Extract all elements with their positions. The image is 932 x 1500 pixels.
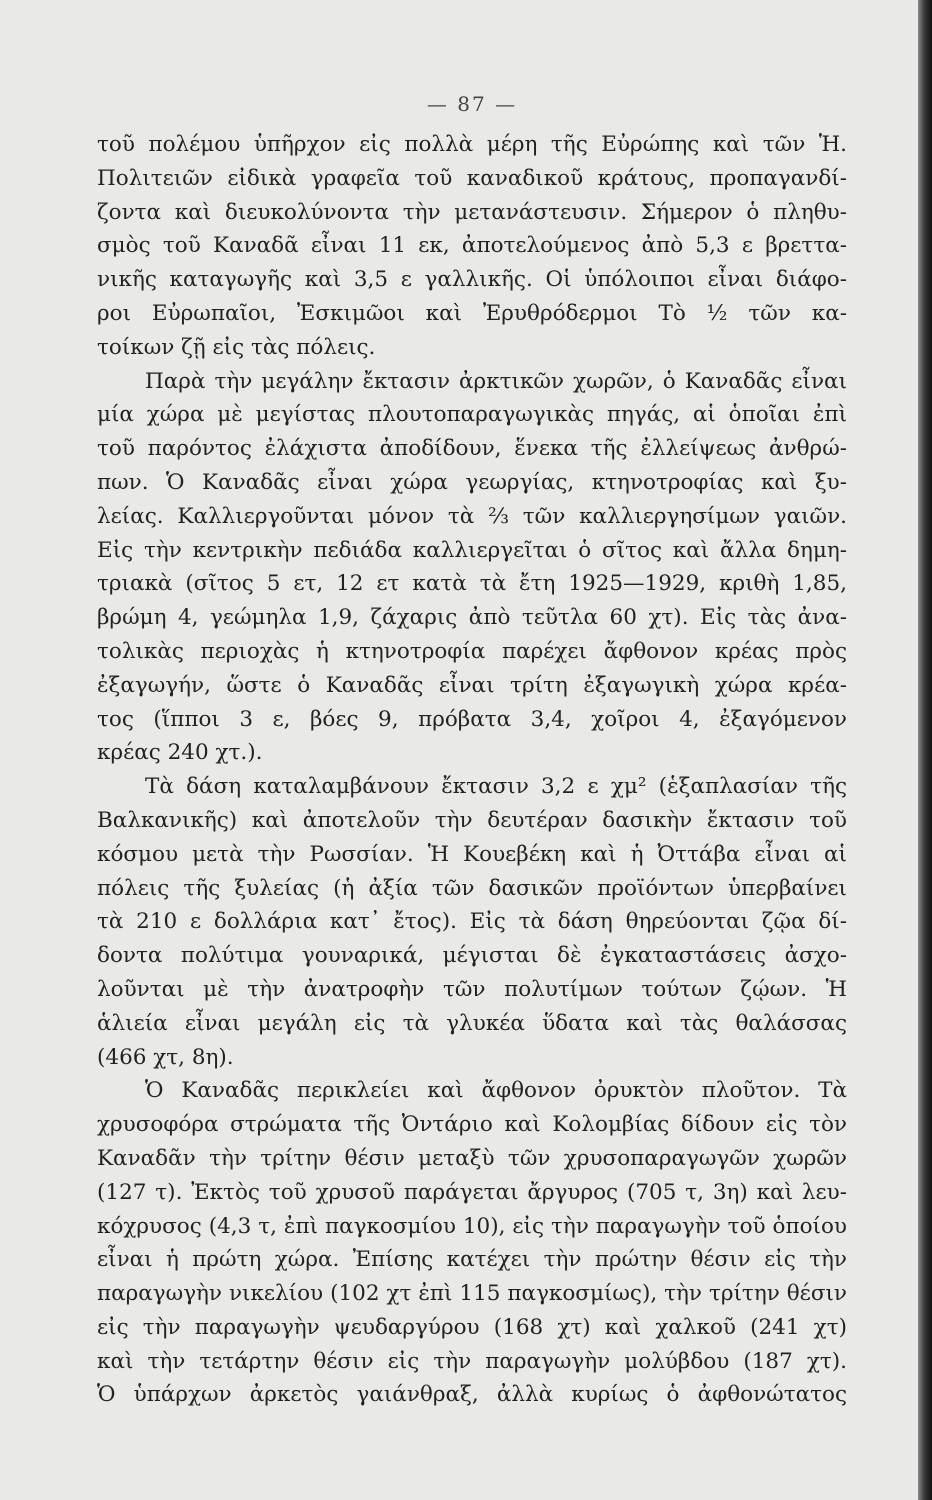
text-line: νικῆς καταγωγῆς καὶ 3,5 ε γαλλικῆς. Οἱ ὑπόλοιποι εἶναι διάφο- <box>97 267 847 293</box>
text-line: τριακὰ (σῖτος 5 ετ, 12 ετ κατὰ τὰ ἔτη 1925—1929, κριθὴ 1,85, <box>97 571 847 597</box>
text-line: λείας. Καλλιεργοῦνται μόνον τὰ ⅔ τῶν καλλιεργησίμων γαιῶν. <box>97 503 847 529</box>
text-line: τολικὰς περιοχὰς ἡ κτηνοτροφία παρέχει ἄφθονον κρέας πρὸς <box>97 638 847 664</box>
text-line: τοῦ πολέμου ὑπῆρχον εἰς πολλὰ μέρη τῆς Εὐρώπης καὶ τῶν Ἡ. <box>97 132 847 157</box>
text-line: τοίκων ζῇ εἰς τὰς πόλεις. <box>97 334 376 360</box>
text-line: μία χώρα μὲ μεγίστας πλουτοπαραγωγικὰς πηγάς, αἱ ὁποῖαι ἐπὶ <box>97 402 847 428</box>
text-line: κρέας 240 χτ.). <box>97 740 263 766</box>
text-line: Ὁ ὑπάρχων ἀρκετὸς γαιάνθραξ, ἀλλὰ κυρίως ὁ ἀφθονώτατος <box>97 1382 847 1408</box>
text-line: ἐξαγωγήν, ὥστε ὁ Καναδᾶς εἶναι τρίτη ἐξαγωγικὴ χώρα κρέα- <box>97 672 847 698</box>
page-number: — 87 — <box>426 92 518 116</box>
page-edge-shadow <box>918 0 932 1500</box>
text-line: (466 χτ, 8η). <box>97 1044 234 1070</box>
text-line: τὰ 210 ε δολλάρια κατ᾽ ἔτος). Εἰς τὰ δάση θηρεύονται ζῷα δί- <box>97 909 847 935</box>
text-line: καὶ τὴν τετάρτην θέσιν εἰς τὴν παραγωγὴν μολύβδου (187 χτ). <box>97 1348 847 1374</box>
text-line: Τὰ δάση καταλαμβάνουν ἔκτασιν 3,2 ε χμ² (ἑξαπλασίαν τῆς <box>145 774 847 800</box>
text-line: λοῦνται μὲ τὴν ἀνατροφὴν τῶν πολυτίμων τούτων ζῴων. Ἡ <box>97 976 847 1002</box>
text-line: κόχρυσος (4,3 τ, ἐπὶ παγκοσμίου 10), εἰς τὴν παραγωγὴν τοῦ ὁποίου <box>97 1213 847 1239</box>
text-line: ροι Εὐρωπαῖοι, Ἐσκιμῶοι καὶ Ἐρυθρόδερμοι Τὸ ½ τῶν κα- <box>97 300 847 326</box>
text-line: Ὁ Καναδᾶς περικλείει καὶ ἄφθονον ὀρυκτὸν πλοῦτον. Τὰ <box>145 1078 847 1104</box>
text-line: τος (ἵπποι 3 ε, βόες 9, πρόβατα 3,4, χοῖροι 4, ἐξαγόμενον <box>97 706 847 732</box>
text-line: πόλεις τῆς ξυλείας (ἡ ἀξία τῶν δασικῶν προϊόντων ὑπερβαίνει <box>97 875 847 901</box>
text-line: ἁλιεία εἶναι μεγάλη εἰς τὰ γλυκέα ὕδατα καὶ τὰς θαλάσσας <box>97 1010 847 1036</box>
text-line: χρυσοφόρα στρώματα τῆς Ὀντάριο καὶ Κολομβίας δίδουν εἰς τὸν <box>97 1112 847 1138</box>
text-line: πων. Ὁ Καναδᾶς εἶναι χώρα γεωργίας, κτηνοτροφίας καὶ ξυ- <box>97 469 847 495</box>
body-text <box>97 128 847 1412</box>
text-line: εἰς τὴν παραγωγὴν ψευδαργύρου (168 χτ) καὶ χαλκοῦ (241 χτ) <box>97 1314 847 1340</box>
page-text-block <box>97 80 847 1412</box>
text-line: Πολιτειῶν εἰδικὰ γραφεῖα τοῦ καναδικοῦ κράτους, προπαγανδί- <box>97 165 847 191</box>
text-line: δοντα πολύτιμα γουναρικά, μέγισται δὲ ἐγκαταστάσεις ἀσχο- <box>97 943 847 969</box>
text-line: Εἰς τὴν κεντρικὴν πεδιάδα καλλιεργεῖται ὁ σῖτος καὶ ἄλλα δημη- <box>97 537 847 563</box>
text-line: σμὸς τοῦ Καναδᾶ εἶναι 11 εκ, ἀποτελούμενος ἀπὸ 5,3 ε βρεττα- <box>97 233 847 259</box>
text-line: (127 τ). Ἐκτὸς τοῦ χρυσοῦ παράγεται ἄργυρος (705 τ, 3η) καὶ λευ- <box>97 1179 847 1205</box>
text-line: εἶναι ἡ πρώτη χώρα. Ἐπίσης κατέχει τὴν πρώτην θέσιν εἰς τὴν <box>97 1247 847 1273</box>
text-line: παραγωγὴν νικελίου (102 χτ ἐπὶ 115 παγκοσμίως), τὴν τρίτην θέσιν <box>97 1281 847 1307</box>
text-line: ζοντα καὶ διευκολύνοντα τὴν μετανάστευσιν. Σήμερον ὁ πληθυ- <box>97 199 847 225</box>
text-line: Παρὰ τὴν μεγάλην ἔκτασιν ἀρκτικῶν χωρῶν, ὁ Καναδᾶς εἶναι <box>145 368 847 394</box>
text-line: Βαλκανικῆς) καὶ ἀποτελοῦν τὴν δευτέραν δασικὴν ἔκτασιν τοῦ <box>97 807 847 833</box>
text-line: τοῦ παρόντος ἐλάχιστα ἀποδίδουν, ἕνεκα τῆς ἐλλείψεως ἀνθρώ- <box>97 436 847 462</box>
text-line: Καναδᾶν τὴν τρίτην θέσιν μεταξὺ τῶν χρυσοπαραγωγῶν χωρῶν <box>97 1145 847 1171</box>
text-line: κόσμου μετὰ τὴν Ρωσσίαν. Ἡ Κουεβέκη καὶ ἡ Ὀττάβα εἶναι αἱ <box>97 841 847 867</box>
text-line: βρώμη 4, γεώμηλα 1,9, ζάχαρις ἀπὸ τεῦτλα 60 χτ). Εἰς τὰς ἀνα- <box>97 605 847 631</box>
